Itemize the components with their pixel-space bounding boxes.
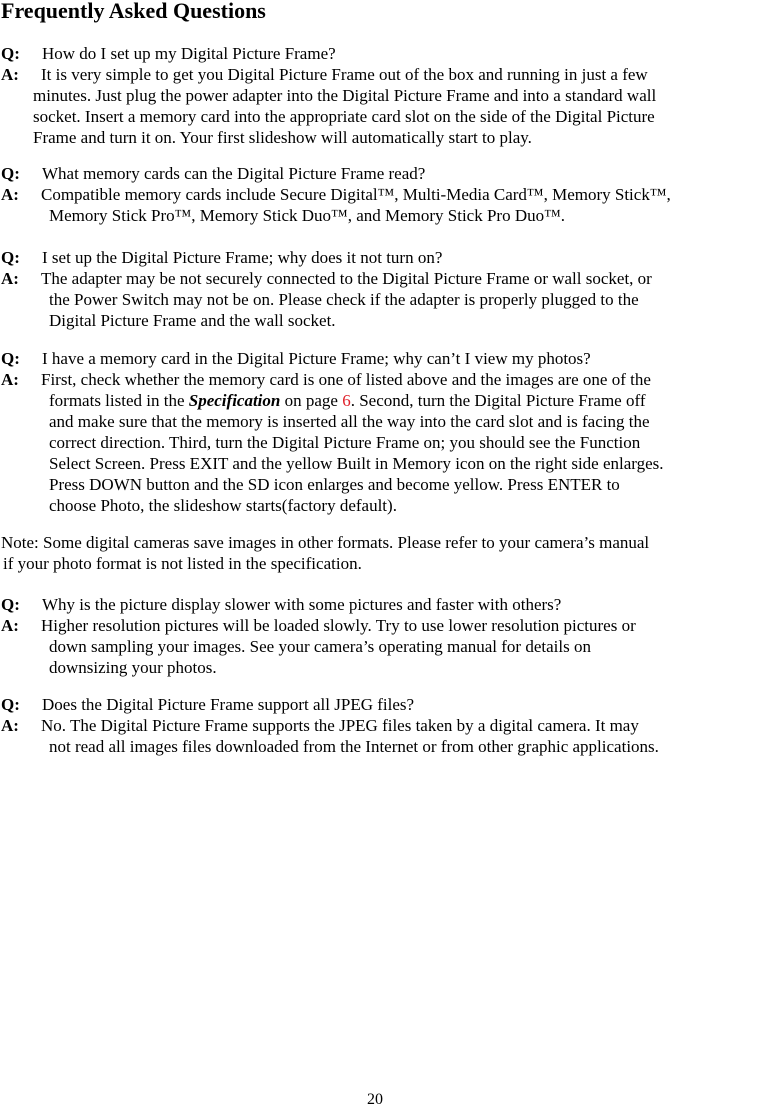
answer-line: Select Screen. Press EXIT and the yellow Built in Memory icon on the right side enlarges. <box>49 454 664 473</box>
answer-line: No. The Digital Picture Frame supports the JPEG files taken by a digital camera. It may <box>41 716 639 735</box>
answer-label: A: <box>1 65 19 84</box>
answer-line: It is very simple to get you Digital Picture Frame out of the box and running in just a few <box>41 65 648 84</box>
note-line: if your photo format is not listed in the specification. <box>3 554 362 573</box>
answer-text: . Second, turn the Digital Picture Frame off <box>350 391 646 410</box>
answer-label: A: <box>1 269 19 288</box>
question-label: Q: <box>1 164 20 183</box>
question-text: Why is the picture display slower with some pictures and faster with others? <box>42 595 562 614</box>
answer-line: down sampling your images. See your camera’s operating manual for details on <box>49 637 591 656</box>
answer-label: A: <box>1 185 19 204</box>
answer-text: formats listed in the <box>49 391 189 410</box>
answer-label: A: <box>1 716 19 735</box>
question-label: Q: <box>1 248 20 267</box>
answer-line: choose Photo, the slideshow starts(factory default). <box>49 496 397 515</box>
answer-text: on page <box>280 391 343 410</box>
question-label: Q: <box>1 44 20 63</box>
question-label: Q: <box>1 595 20 614</box>
question-text: Does the Digital Picture Frame support all JPEG files? <box>42 695 415 714</box>
answer-line: Compatible memory cards include Secure Digital™, Multi-Media Card™, Memory Stick™, <box>41 185 671 204</box>
note-line: Note: Some digital cameras save images in other formats. Please refer to your camera’s manual <box>1 533 650 552</box>
page-title: Frequently Asked Questions <box>1 0 266 23</box>
answer-line: Digital Picture Frame and the wall socket. <box>49 311 336 330</box>
page-number: 20 <box>367 1091 383 1108</box>
answer-line: not read all images files downloaded from the Internet or from other graphic applications. <box>49 737 659 756</box>
answer-label: A: <box>1 370 19 389</box>
question-text: I set up the Digital Picture Frame; why does it not turn on? <box>42 248 443 267</box>
question-text: What memory cards can the Digital Picture Frame read? <box>42 164 426 183</box>
answer-line: downsizing your photos. <box>49 658 217 677</box>
question-text: I have a memory card in the Digital Picture Frame; why can’t I view my photos? <box>42 349 591 368</box>
answer-label: A: <box>1 616 19 635</box>
answer-line: Frame and turn it on. Your first slideshow will automatically start to play. <box>33 128 532 147</box>
answer-line: correct direction. Third, turn the Digital Picture Frame on; you should see the Function <box>49 433 641 452</box>
answer-line: First, check whether the memory card is one of listed above and the images are one of the <box>41 370 651 389</box>
answer-line: Memory Stick Pro™, Memory Stick Duo™, and Memory Stick Pro Duo™. <box>49 206 566 225</box>
question-label: Q: <box>1 349 20 368</box>
answer-line: and make sure that the memory is inserted all the way into the card slot and is facing the <box>49 412 650 431</box>
answer-line: Higher resolution pictures will be loaded slowly. Try to use lower resolution pictures or <box>41 616 636 635</box>
answer-line: socket. Insert a memory card into the appropriate card slot on the side of the Digital Picture <box>33 107 655 126</box>
page-reference-link[interactable]: 6 <box>342 391 351 410</box>
specification-reference: Specification <box>188 391 281 410</box>
answer-line: minutes. Just plug the power adapter into the Digital Picture Frame and into a standard wall <box>33 86 657 105</box>
answer-line: the Power Switch may not be on. Please check if the adapter is properly plugged to the <box>49 290 639 309</box>
answer-line <box>49 391 645 411</box>
question-text: How do I set up my Digital Picture Frame? <box>42 44 336 63</box>
answer-line: The adapter may be not securely connected to the Digital Picture Frame or wall socket, or <box>41 269 652 288</box>
answer-line: Press DOWN button and the SD icon enlarges and become yellow. Press ENTER to <box>49 475 620 494</box>
question-label: Q: <box>1 695 20 714</box>
